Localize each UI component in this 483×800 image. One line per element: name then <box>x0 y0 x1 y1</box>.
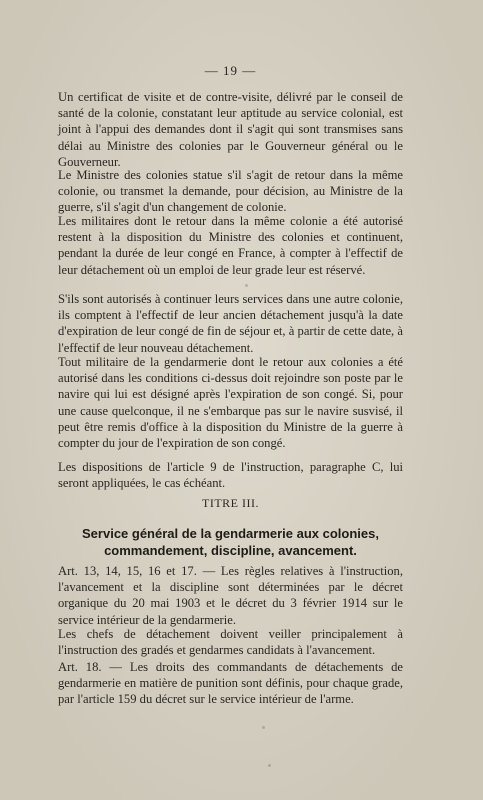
page-number: — 19 — <box>204 63 257 78</box>
paragraph-articles-13-17: Art. 13, 14, 15, 16 et 17. — Les règles relatives à l'instruction, l'avancement et la discipline sont déterminées par le décret organique du 20 mai 1903 et le décret du 3 février 1914 sur le service intérieur de la gendarmerie. <box>58 564 403 627</box>
titre-heading: TITRE III. <box>202 496 259 510</box>
section-heading-line-1: Service général de la gendarmerie aux colonies, <box>82 526 379 541</box>
paragraph-minister-decision: Le Ministre des colonies statue s'il s'agit de retour dans la même colonie, ou transmet la demande, pour décision, au Ministre de la guerre, s'il s'agit d'un changement de colonie. <box>58 168 403 215</box>
paragraph-article-9: Les dispositions de l'article 9 de l'instruction, paragraphe C, lui seront appliquées, le cas échéant. <box>58 460 403 491</box>
paragraph-article-18: Art. 18. — Les droits des commandants de détachements de gendarmerie en matière de punition sont définis, pour chaque grade, par l'article 159 du décret sur le service intérieur de l'arme. <box>58 660 403 707</box>
paragraph-other-colony: S'ils sont autorisés à continuer leurs services dans une autre colonie, ils comptent à l'effectif de leur ancien détachement jusqu'à la date d'expiration de leur congé de fin de séjour et, à partir de cette date, à l'effectif de leur nouveau détachement. <box>58 292 403 355</box>
paragraph-medical-certificate: Un certificat de visite et de contre-visite, délivré par le conseil de santé de la colonie, constatant leur aptitude au service colonial, est joint à l'appui des demandes dont il s'agit qui sont transmises sans délai au Ministre des colonies par le Gouverneur général ou le Gouverneur. <box>58 90 403 169</box>
paragraph-embarkation: Tout militaire de la gendarmerie dont le retour aux colonies a été autorisé dans les conditions ci-dessus doit rejoindre son poste par le navire qui lui est désigné après l'expiration de son congé. Si, pour une cause quelconque, il ne s'embarque pas sur le navire susvisé, il peut être remis d'office à la disposition du Ministre de la guerre à compter du jour de l'expiration de son congé. <box>58 355 403 451</box>
paper-speck <box>245 284 248 287</box>
paragraph-return-same-colony: Les militaires dont le retour dans la même colonie a été autorisé restent à la disposition du Ministre des colonies et continuent, pendant la durée de leur congé en France, à compter à l'effectif de leur détachement où un emploi de leur grade leur est réservé. <box>58 214 403 277</box>
paper-speck <box>262 726 265 729</box>
paragraph-chefs-detachement: Les chefs de détachement doivent veiller principalement à l'instruction des gradés et gendarmes candidats à l'avancement. <box>58 627 403 658</box>
paper-speck <box>268 764 271 767</box>
section-heading-line-2: commandement, discipline, avancement. <box>104 543 357 558</box>
